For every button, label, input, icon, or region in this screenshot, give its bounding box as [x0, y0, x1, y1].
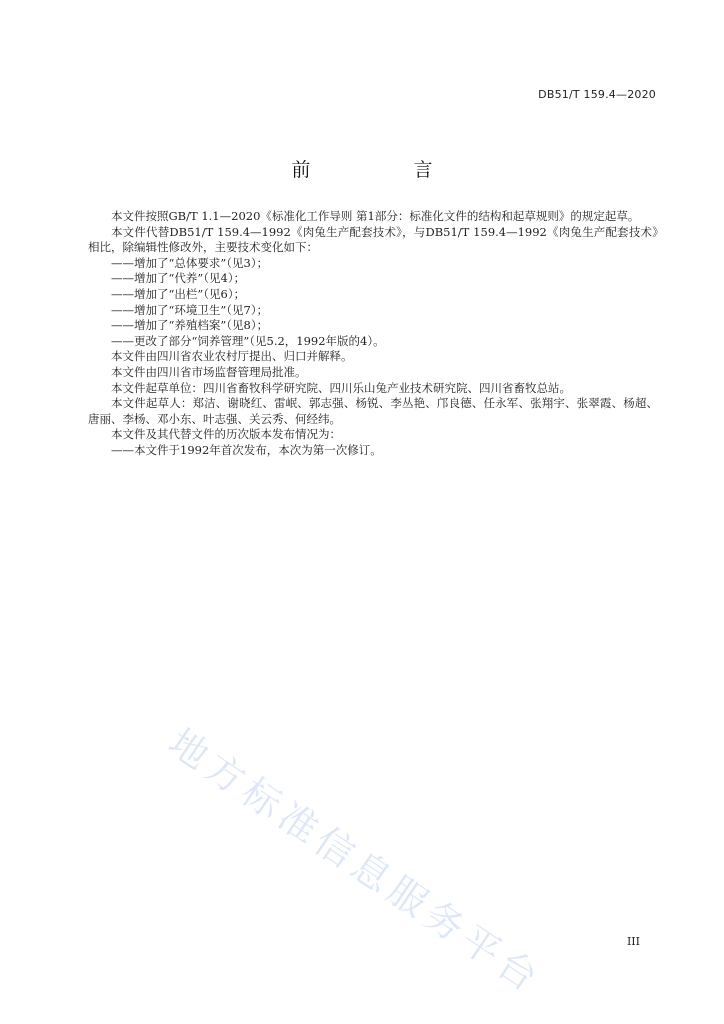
paragraph-history-item: ——本文件于1992年首次发布，本次为第一次修订。 — [111, 442, 382, 457]
change-item-foster: ——增加了“代养”（见4）； — [111, 271, 246, 286]
paragraph-drafting-units: 本文件起草单位：四川省畜牧科学研究院、四川乐山兔产业技术研究院、四川省畜牧总站。 — [111, 380, 571, 395]
document-code: DB51/T 159.4—2020 — [538, 88, 656, 101]
watermark: 地方标准信息服务平台 — [160, 720, 551, 1003]
paragraph-approver: 本文件由四川省市场监督管理局批准。 — [111, 364, 307, 379]
page-title: 前 言 — [291, 159, 475, 181]
paragraph-proposer: 本文件由四川省农业农村厅提出、归口并解释。 — [111, 349, 353, 364]
change-item-records: ——增加了“养殖档案”（见8）； — [111, 318, 269, 333]
paragraph-drafters: 本文件起草人：郑洁、谢晓红、雷岷、郭志强、杨锐、李丛艳、邝良德、任永军、张翔宇、张翠霞、杨超、唐丽、李杨、邓小东、叶志强、关云秀、何经纬。 — [88, 396, 658, 426]
foreword-body — [88, 209, 658, 459]
change-item-hygiene: ——增加了“环境卫生”（见7）； — [111, 302, 269, 317]
change-item-slaughter: ——增加了“出栏”（见6）； — [111, 286, 246, 301]
paragraph-history-intro: 本文件及其代替文件的历次版本发布情况为： — [111, 427, 341, 442]
change-item-general-requirements: ——增加了“总体要求”（见3）； — [111, 255, 269, 270]
change-item-feeding: ——更改了部分“饲养管理”（见5.2，1992年版的4）。 — [111, 333, 385, 348]
page-number: III — [626, 935, 640, 948]
paragraph-standard-basis: 本文件按照GB/T 1.1—2020《标准化工作导则 第1部分：标准化文件的结构和起草规则》的规定起草。 — [111, 209, 640, 223]
paragraph-replacement: 本文件代替DB51/T 159.4—1992《肉兔生产配套技术》，与DB51/T 159.4—1992《肉兔生产配套技术》相比，除编辑性修改外，主要技术变化如下： — [88, 224, 658, 255]
